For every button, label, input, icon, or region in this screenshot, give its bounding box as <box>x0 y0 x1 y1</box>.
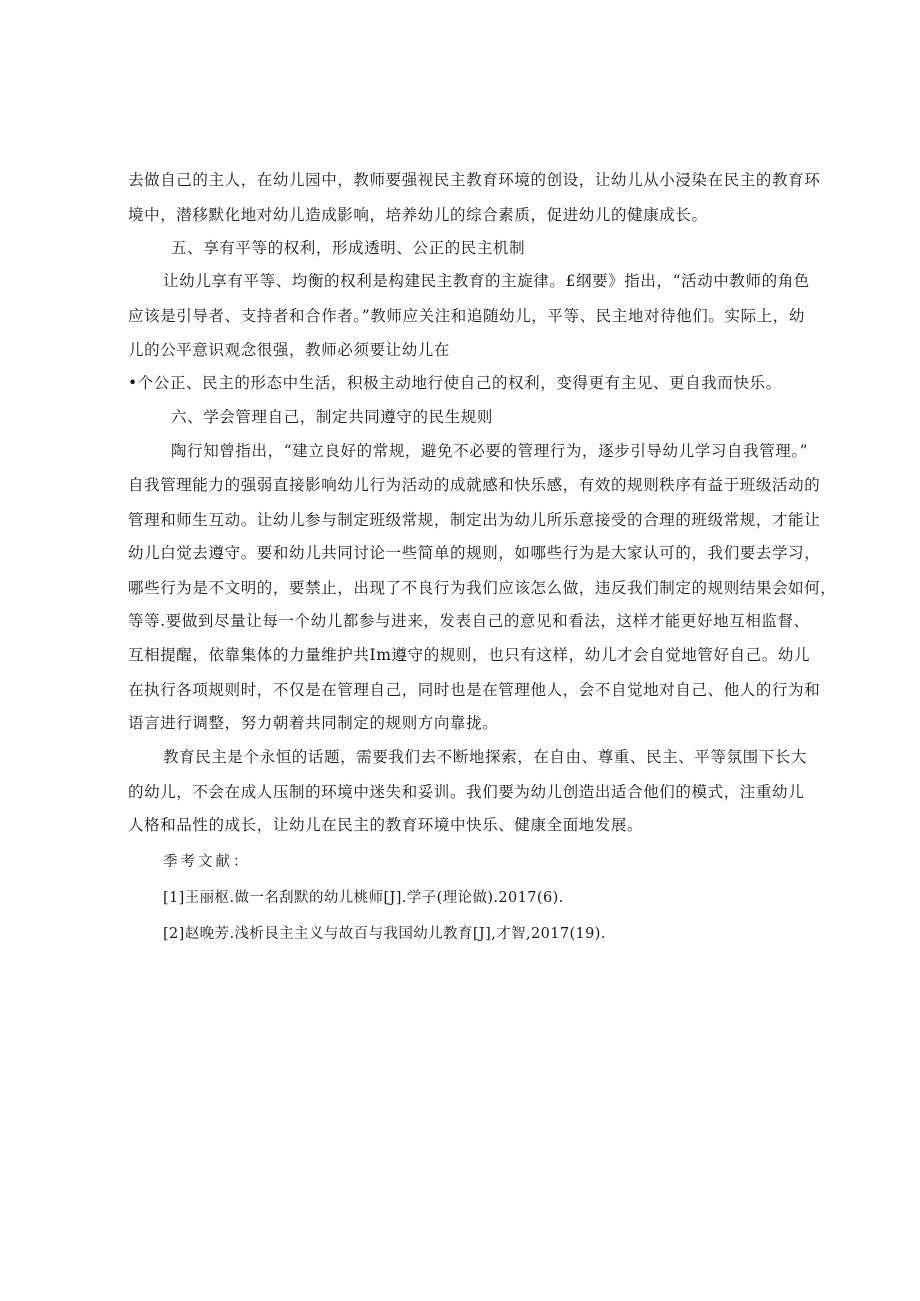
paragraph-line: 让幼儿享有平等、均衡的权利是构建民主教育的主旋律。£纲要》指出，“活动中教师的角色 <box>163 272 810 290</box>
paragraph-line: 教育民主是个永恒的话题，需要我们去不断地探索，在自由、尊重、民主、平等氛围下长大 <box>163 748 808 766</box>
paragraph-line: •个公正、民主的形态中生活，积极主动地行使自己的权利，变得更有主见、更自我而快乐。 <box>128 374 782 392</box>
paragraph-line: 等等.要做到尽量让每一个幼儿都参与进来，发表自己的意见和看法，这样才能更好地互相监督、 <box>128 612 810 630</box>
paragraph-line: 在执行各项规则时，不仅是在管理自己，同时也是在管理他人，会不自觉地对自己、他人的行为和 <box>128 681 821 699</box>
paragraph-line: 的幼儿，不会在成人压制的环境中迷失和妥训。我们要为幼儿创造出适合他们的模式，注重幼儿 <box>128 783 805 801</box>
paragraph-line: 语言进行调整，努力朝着共同制定的规则方向靠拢。 <box>128 714 499 732</box>
reference-item: [2]赵晚芳.浅析艮主主义与故百与我国幼儿教育[J],才智,2017(19). <box>163 926 606 942</box>
paragraph-line: 互相提醒，依靠集体的力量维护共Im遵守的规则，也只有这样，幼儿才会自觉地管好自己。幼儿 <box>128 646 811 664</box>
paragraph-line: 管理和师生互动。让幼儿参与制定班级常规，制定出为幼儿所乐意接受的合理的班级常规，才能让 <box>128 511 821 529</box>
section-heading: 六、学会管理自己，制定共同遵守的民生规则 <box>171 408 494 426</box>
reference-item: [1]王丽枢.做一名刮默的幼儿桃师[J].学子(理论做).2017(6). <box>163 890 564 906</box>
paragraph-line: 幼儿白觉去遵守。要和幼儿共同讨论一些简单的规则，如哪些行为是大家认可的，我们要去学习， <box>128 544 821 562</box>
paragraph-line: 去做自己的主人，在幼儿园中，教师要强视民主教育环境的创设，让幼儿从小浸染在民主的教育环 <box>128 171 821 189</box>
section-heading: 五、享有平等的权利，形成透明、公正的民主机制 <box>171 239 526 257</box>
paragraph-line: 儿的公平意识观念很强，教师必须要让幼儿在 <box>128 341 451 359</box>
paragraph-line: 境中，潜移默化地对幼儿造成影响，培养幼儿的综合素质，促进幼儿的健康成长。 <box>128 206 708 224</box>
paragraph-line: 哪些行为是不文明的，要禁止，出现了不良行为我们应该怎么做，违反我们制定的规则结果会如何， <box>128 579 837 597</box>
paragraph-line: 人格和品性的成长，让幼儿在民主的教育环境中快乐、健康全面地发展。 <box>128 816 644 834</box>
paragraph-line: 应该是引导者、支持者和合作者。”教师应关注和追随幼儿，平等、民主地对待他们。实际上，幼 <box>128 307 805 325</box>
references-title: 季考文献： <box>163 854 251 870</box>
paragraph-line: 陶行知曾指出，“建立良好的常规，避免不必要的管理行为，逐步引导幼儿学习自我管理。” <box>171 442 809 460</box>
paragraph-line: 自我管理能力的强弱直接影响幼儿行为活动的成就感和快乐感，有效的规则秩序有益于班级活动的 <box>128 476 821 494</box>
